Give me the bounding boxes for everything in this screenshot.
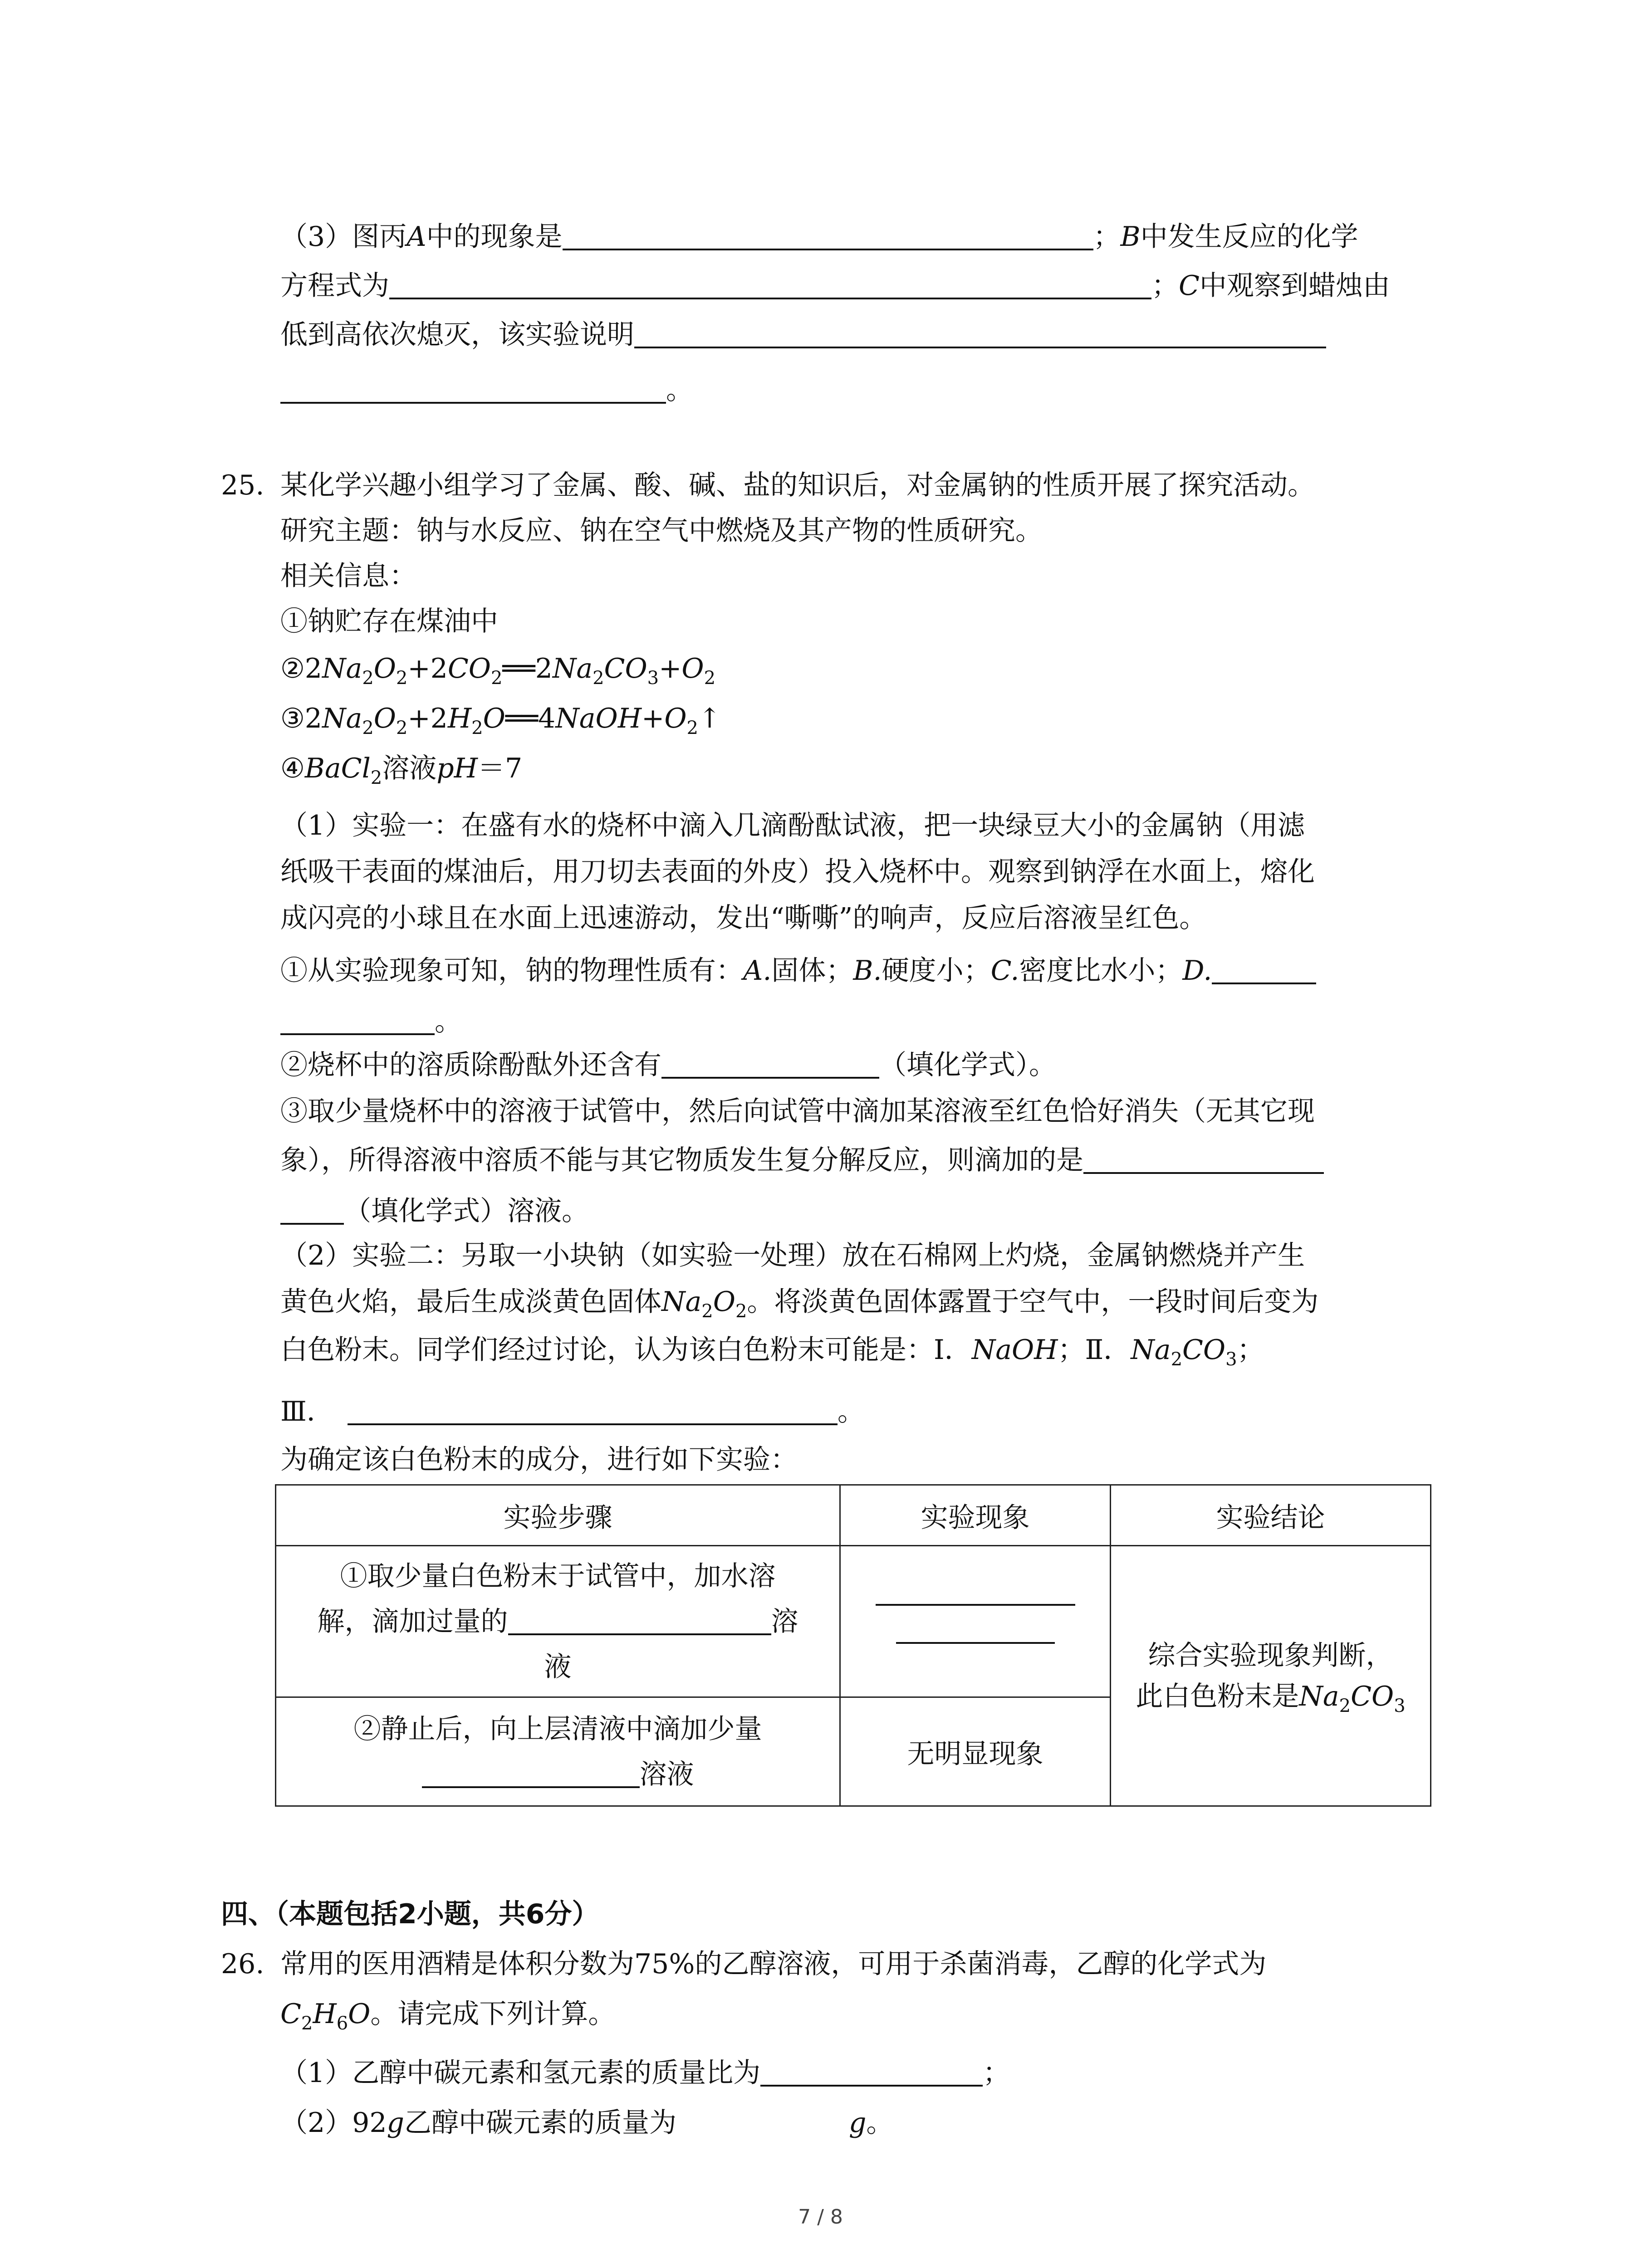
q25-p1-cont [280,1008,462,1035]
experiment-table [275,1484,1431,1807]
answer-blank-5[interactable] [1212,978,1316,984]
q24-3-text-3: 方程式为 [280,270,389,302]
q24-3-text-5: 低到高依次熄灭，该实验说明 [280,319,634,351]
q25-exp2-line1: （2）实验二：另取一小块钠（如实验一处理）放在石棉网上灼烧，金属钠燃烧并产生 [280,1240,1305,1271]
row2-observation: 无明显现象 [840,1697,1111,1806]
q24-3-line4 [280,376,693,404]
q25-p3-line3 [280,1195,589,1227]
exp2-end: ； [1237,1334,1264,1366]
q26-line2: $C_2H_6O$。请完成下列计算。 [280,1998,616,2034]
table-header-row [276,1485,1431,1546]
equation-3: $2Na_2O_2+2H_2O══4NaOH+O_2↑$ [304,703,721,738]
q26-sub1-text: （1）乙醇中碳元素和氢元素的质量比为 [280,2057,761,2089]
q25-p1 [280,955,1316,987]
q24-3-label: （3）图丙 [280,221,407,253]
table-blank-1[interactable] [508,1629,771,1635]
table-blank-3[interactable] [896,1637,1055,1644]
p1-c-label: C. [990,955,1019,987]
info-4-value: ＝7 [477,753,523,784]
p1-text: ①从实验现象可知，钠的物理性质有： [280,955,743,987]
exp2-text: 黄色火焰，最后生成淡黄色固体 [280,1286,661,1318]
answer-blank-2[interactable] [389,293,1151,299]
row2-step-line1: ②静止后，向上层清液中滴加少量 [353,1713,762,1745]
q24-3-text-2: 中发生反应的化学 [1140,221,1358,253]
row1-step-line1: ①取少量白色粉末于试管中，加水溶 [340,1560,776,1592]
p1-a-label: A. [743,955,772,987]
q24-3-end: 。 [666,374,693,406]
page-number: 7 / 8 [798,2205,843,2229]
conclusion-cell [1111,1546,1431,1806]
q26-sub2-text-2: 乙醇中碳元素的质量为 [404,2107,676,2139]
q26-line1: 常用的医用酒精是体积分数为75%的乙醇溶液，可用于杀菌消毒，乙醇的化学式为 [280,1948,1267,1980]
table-row [276,1546,1431,1697]
p1-c-text: 密度比水小； [1019,955,1183,987]
q25-p3-line2 [280,1144,1324,1176]
answer-blank-10[interactable] [348,1419,838,1425]
q24-3-var-a: A [407,221,426,253]
answer-blank-11[interactable] [760,2080,983,2087]
p1-d-label: D. [1182,955,1212,987]
q25-info-3 [280,703,721,738]
p1-end: 。 [435,1006,462,1037]
info-4-ph: pH [436,753,478,784]
q24-3-sep-2: ； [1151,270,1179,302]
row2-step [276,1697,840,1806]
q26-sub2 [280,2107,894,2139]
exp2-text-2: 。将淡黄色固体露置于空气中，一段时间后变为 [747,1286,1319,1318]
q25-number: 25. [221,469,265,501]
q26-sub2-unit: g [848,2107,867,2139]
q25-determine: 为确定该白色粉末的成分，进行如下实验： [280,1444,798,1476]
q24-3-text-4: 中观察到蜡烛由 [1199,270,1390,302]
row2-step-suffix: 溶液 [639,1758,694,1790]
option-iii: Ⅲ． [280,1396,334,1427]
q24-3-var-c: C [1179,270,1200,302]
row1-step [276,1546,840,1697]
q24-3-line3 [280,319,1326,351]
q24-3-var-b: B [1120,221,1141,253]
q25-intro: 某化学兴趣小组学习了金属、酸、碱、盐的知识后，对金属钠的性质开展了探究活动。 [280,469,1315,501]
conclusion-text: 此白色粉末是 [1136,1680,1299,1712]
info-4-marker: ④ [280,753,305,784]
q26-line2-text: 。请完成下列计算。 [370,1998,616,2030]
q24-3-line1 [280,221,1358,253]
q26-number: 26. [221,1948,265,1980]
info-4-text: 溶液 [382,753,437,784]
q25-exp2-line3: 白色粉末。同学们经过讨论，认为该白色粉末可能是：Ⅰ．NaOH；Ⅱ．$Na_2CO_3$； [280,1334,1264,1370]
header-conclusion: 实验结论 [1111,1485,1431,1546]
q26-sub2-g: g [387,2107,404,2139]
p2-text: ②烧杯中的溶质除酚酞外还含有 [280,1049,661,1081]
q26-sub1 [280,2059,1010,2087]
exp2-line4-end: 。 [837,1396,865,1427]
p3-suffix: （填化学式）溶液。 [344,1195,589,1227]
header-observation: 实验现象 [840,1485,1111,1546]
row1-step-line3: 液 [544,1651,572,1683]
exp2-text-3: 白色粉末。同学们经过讨论，认为该白色粉末可能是：Ⅰ． [280,1334,972,1366]
row1-step-suffix: 溶 [771,1605,798,1637]
q25-info-title: 相关信息： [280,560,416,592]
q25-p3-line1: ③取少量烧杯中的溶液于试管中，然后向试管中滴加某溶液至红色恰好消失（无其它现 [280,1095,1315,1127]
q25-info-1: ①钠贮存在煤油中 [280,606,498,637]
q24-3-line2 [280,270,1390,302]
p1-b-label: B. [853,955,882,987]
bacl2-formula: BaCl [304,753,371,784]
p2-suffix: （填化学式）。 [879,1049,1056,1081]
row1-step-line2 [276,1599,839,1644]
section-4-title: 四、（本题包括2小题，共6分） [221,1898,599,1930]
row1-step-text: 解，滴加过量的 [317,1605,508,1637]
table-blank-2[interactable] [876,1599,1075,1606]
table-blank-4[interactable] [422,1782,640,1788]
answer-blank-7[interactable] [661,1072,879,1079]
q25-exp1-line3: 成闪亮的小球且在水面上迅速游动，发出“嘶嘶”的响声，反应后溶液呈红色。 [280,902,1207,934]
answer-blank-8[interactable] [1083,1168,1324,1174]
q26-sub2-text: （2）92 [280,2107,387,2139]
q25-exp2-line2: 黄色火焰，最后生成淡黄色固体$Na_2O_2$。将淡黄色固体露置于空气中，一段时间后变为 [280,1286,1319,1322]
equation-2: $2Na_2O_2+2CO_2══2Na_2CO_3+O_2$ [304,653,716,689]
q25-exp1-line2: 纸吸干表面的煤油后，用刀切去表面的外皮）投入烧杯中。观察到钠浮在水面上，熔化 [280,856,1315,888]
q25-info-2 [280,653,716,689]
q25-topic: 研究主题：钠与水反应、钠在空气中燃烧及其产物的性质研究。 [280,515,1043,547]
info-2-marker: ② [280,653,305,684]
q25-exp1-line1: （1）实验一：在盛有水的烧杯中滴入几滴酚酞试液，把一块绿豆大小的金属钠（用滤 [280,810,1305,841]
answer-blank-4[interactable] [280,397,666,404]
p1-b-text: 硬度小； [882,955,991,987]
answer-blank-1[interactable] [563,244,1093,250]
q24-3-text-1: 中的现象是 [426,221,563,253]
info-3-marker: ③ [280,703,305,734]
p3-text: 象），所得溶液中溶质不能与其它物质发生复分解反应，则滴加的是 [280,1144,1083,1176]
q26-sub2-end: 。 [866,2107,894,2139]
q26-sub1-end: ； [983,2057,1010,2089]
answer-blank-9[interactable] [280,1218,344,1225]
q25-exp2-line4 [280,1398,865,1425]
exp2-sep: ；Ⅱ． [1058,1334,1131,1366]
q24-3-sep-1: ； [1093,221,1121,253]
row1-observation [840,1546,1111,1697]
p1-a-text: 固体； [771,955,853,987]
answer-blank-6[interactable] [280,1029,435,1035]
answer-blank-3[interactable] [634,342,1326,348]
conclusion-line1: 综合实验现象判断， [1148,1639,1393,1672]
row2-step-line2 [276,1752,839,1797]
header-step: 实验步骤 [276,1485,840,1546]
q25-info-4: ④BaCl$_2$溶液pH＝7 [280,753,523,788]
conclusion-line2: 此白色粉末是$Na_2CO_3$ [1136,1680,1406,1716]
q25-p2 [280,1051,1056,1079]
